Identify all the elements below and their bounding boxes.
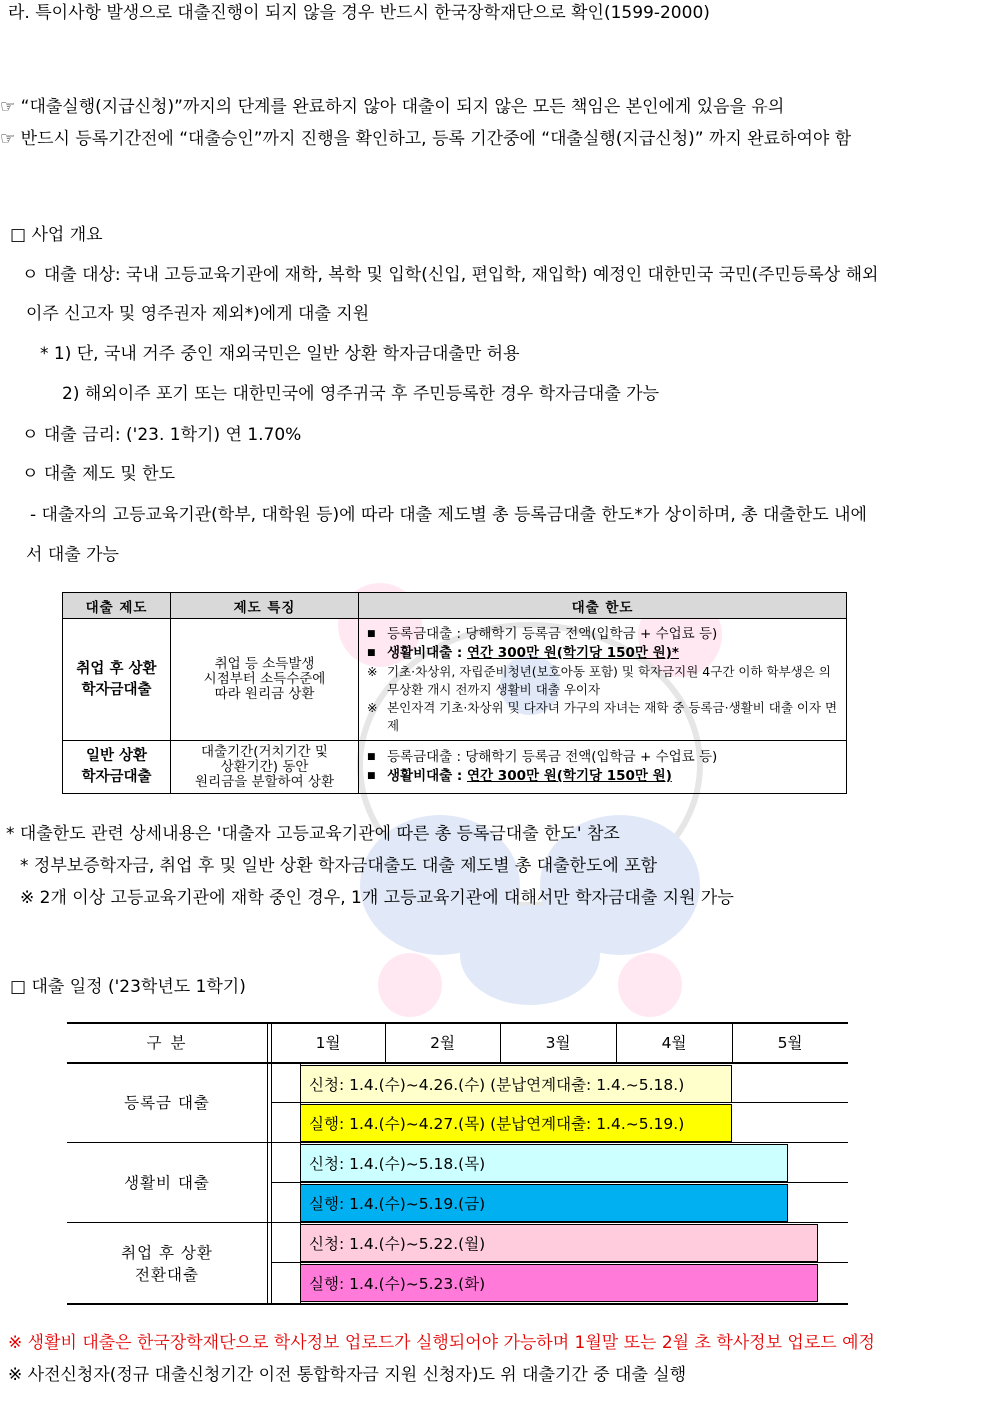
schedule-row-label: 생활비 대출: [124, 1174, 210, 1192]
schedule-heading: □ 대출 일정 ('23학년도 1학기): [10, 977, 246, 997]
warning-line-2: ☞ 반드시 등록기간전에 “대출승인”까지 진행을 확인하고, 등록 기간중에 “대출실행(지급신청)” 까지 완료하여야 함: [0, 129, 852, 149]
table-header-type: 대출 제도: [63, 593, 171, 619]
table-header-limit: 대출 한도: [359, 593, 847, 619]
schedule-row-label: 등록금 대출: [124, 1094, 210, 1112]
month-header: 1월: [315, 1034, 341, 1052]
limit-line-2: 서 대출 가능: [26, 545, 119, 565]
living-loan-label: 생활비대출 :: [387, 644, 468, 661]
loan-rate: ㅇ 대출 금리: ('23. 1학기) 연 1.70%: [22, 425, 302, 445]
table-cell-feature: 취업 등 소득발생 시점부터 소득수준에 따라 원리금 상환: [171, 619, 359, 741]
table-cell-type: 일반 상환 학자금대출: [63, 741, 171, 794]
post-note-3: ※ 2개 이상 고등교육기관에 재학 중인 경우, 1개 고등교육기관에 대해서만 학자금대출 지원 가능: [20, 888, 734, 908]
post-note-2: * 정부보증학자금, 취업 후 및 일반 상환 학자금대출도 대출 제도별 총 대출한도에 포함: [20, 856, 658, 876]
month-header: 3월: [545, 1034, 571, 1052]
schedule-col-label: 구 분: [146, 1034, 188, 1052]
living-loan-amount: 연간 300만 원(학기당 150만 원)*: [467, 644, 679, 661]
table-cell-feature: 대출기간(거치기간 및 상환기간) 동안 원리금을 분할하여 상환: [171, 741, 359, 794]
table-cell-type: 취업 후 상환 학자금대출: [63, 619, 171, 741]
conversion-apply-bar: 신청: 1.4.(수)~5.22.(월): [300, 1224, 818, 1262]
loan-target-line-2: 이주 신고자 및 영주권자 제외*)에게 대출 지원: [26, 304, 370, 324]
list-item: ■ 등록금대출 : 당해학기 등록금 전액(입학금 + 수업료 등): [365, 625, 840, 644]
tuition-apply-bar: 신청: 1.4.(수)~4.26.(수) (분납연계대출: 1.4.~5.18.): [300, 1065, 732, 1103]
month-header: 2월: [430, 1034, 455, 1052]
month-header: 5월: [777, 1034, 803, 1052]
post-note-1: * 대출한도 관련 상세내용은 '대출자 고등교육기관에 따른 총 등록금대출 한도' 참조: [6, 824, 620, 844]
living-loan-label: 생활비대출 :: [387, 768, 468, 784]
target-note-2: 2) 해외이주 포기 또는 대한민국에 영주귀국 후 주민등록한 경우 학자금대출 가능: [62, 384, 659, 404]
target-note-1: * 1) 단, 국내 거주 중인 재외국민은 일반 상환 학자금대출만 허용: [40, 344, 520, 364]
table-cell-limit: [359, 741, 847, 794]
warning-line-1: ☞ “대출실행(지급신청)”까지의 단계를 완료하지 않아 대출이 되지 않은 모든 책임은 본인에게 있음을 유의: [0, 97, 785, 117]
loan-target-line-1: ㅇ 대출 대상: 국내 고등교육기관에 재학, 복학 및 입학(신입, 편입학, 재입학) 예정인 대한민국 국민(주민등록상 해외: [22, 265, 879, 285]
limit-heading: ㅇ 대출 제도 및 한도: [22, 464, 175, 484]
overview-heading: □ 사업 개요: [10, 225, 103, 245]
list-item: [365, 767, 840, 786]
living-apply-bar: 신청: 1.4.(수)~5.18.(목): [300, 1144, 788, 1182]
pre-applicant-note: ※ 사전신청자(정규 대출신청기간 이전 통합학자금 지원 신청자)도 위 대출기간 중 대출 실행: [8, 1365, 687, 1385]
list-item: [365, 644, 840, 663]
month-header: 4월: [661, 1034, 687, 1052]
red-warning-note: ※ 생활비 대출은 한국장학재단으로 학사정보 업로드가 실행되어야 가능하며 1월말 또는 2월 초 학사정보 업로드 예정: [8, 1333, 875, 1353]
schedule-table: [67, 1022, 848, 1305]
limit-line-1: - 대출자의 고등교육기관(학부, 대학원 등)에 따라 대출 제도별 총 등록금대출 한도*가 상이하며, 총 대출한도 내에: [30, 505, 867, 525]
table-note: ※ 본인자격 기초·차상위 및 다자녀 가구의 자녀는 재학 중 등록금·생활비 대출 이자 면제: [365, 699, 840, 735]
intro-line: 라. 특이사항 발생으로 대출진행이 되지 않을 경우 반드시 한국장학재단으로 확인(1599-2000): [8, 3, 710, 23]
living-execute-bar: 실행: 1.4.(수)~5.19.(금): [300, 1184, 788, 1222]
schedule-row-label: 취업 후 상환 전환대출: [121, 1244, 213, 1284]
loan-system-table: [62, 592, 847, 794]
table-note: ※ 기초·차상위, 자립준비청년(보호아동 포함) 및 학자금지원 4구간 이하 학부생은 의무상환 개시 전까지 생활비 대출 우이자: [365, 663, 840, 699]
list-item: ■ 등록금대출 : 당해학기 등록금 전액(입학금 + 수업료 등): [365, 748, 840, 767]
table-cell-limit: [359, 619, 847, 741]
table-header-feature: 제도 특징: [171, 593, 359, 619]
tuition-execute-bar: 실행: 1.4.(수)~4.27.(목) (분납연계대출: 1.4.~5.19.): [300, 1104, 732, 1142]
living-loan-amount: 연간 300만 원(학기당 150만 원): [467, 768, 672, 784]
conversion-execute-bar: 실행: 1.4.(수)~5.23.(화): [300, 1264, 818, 1302]
